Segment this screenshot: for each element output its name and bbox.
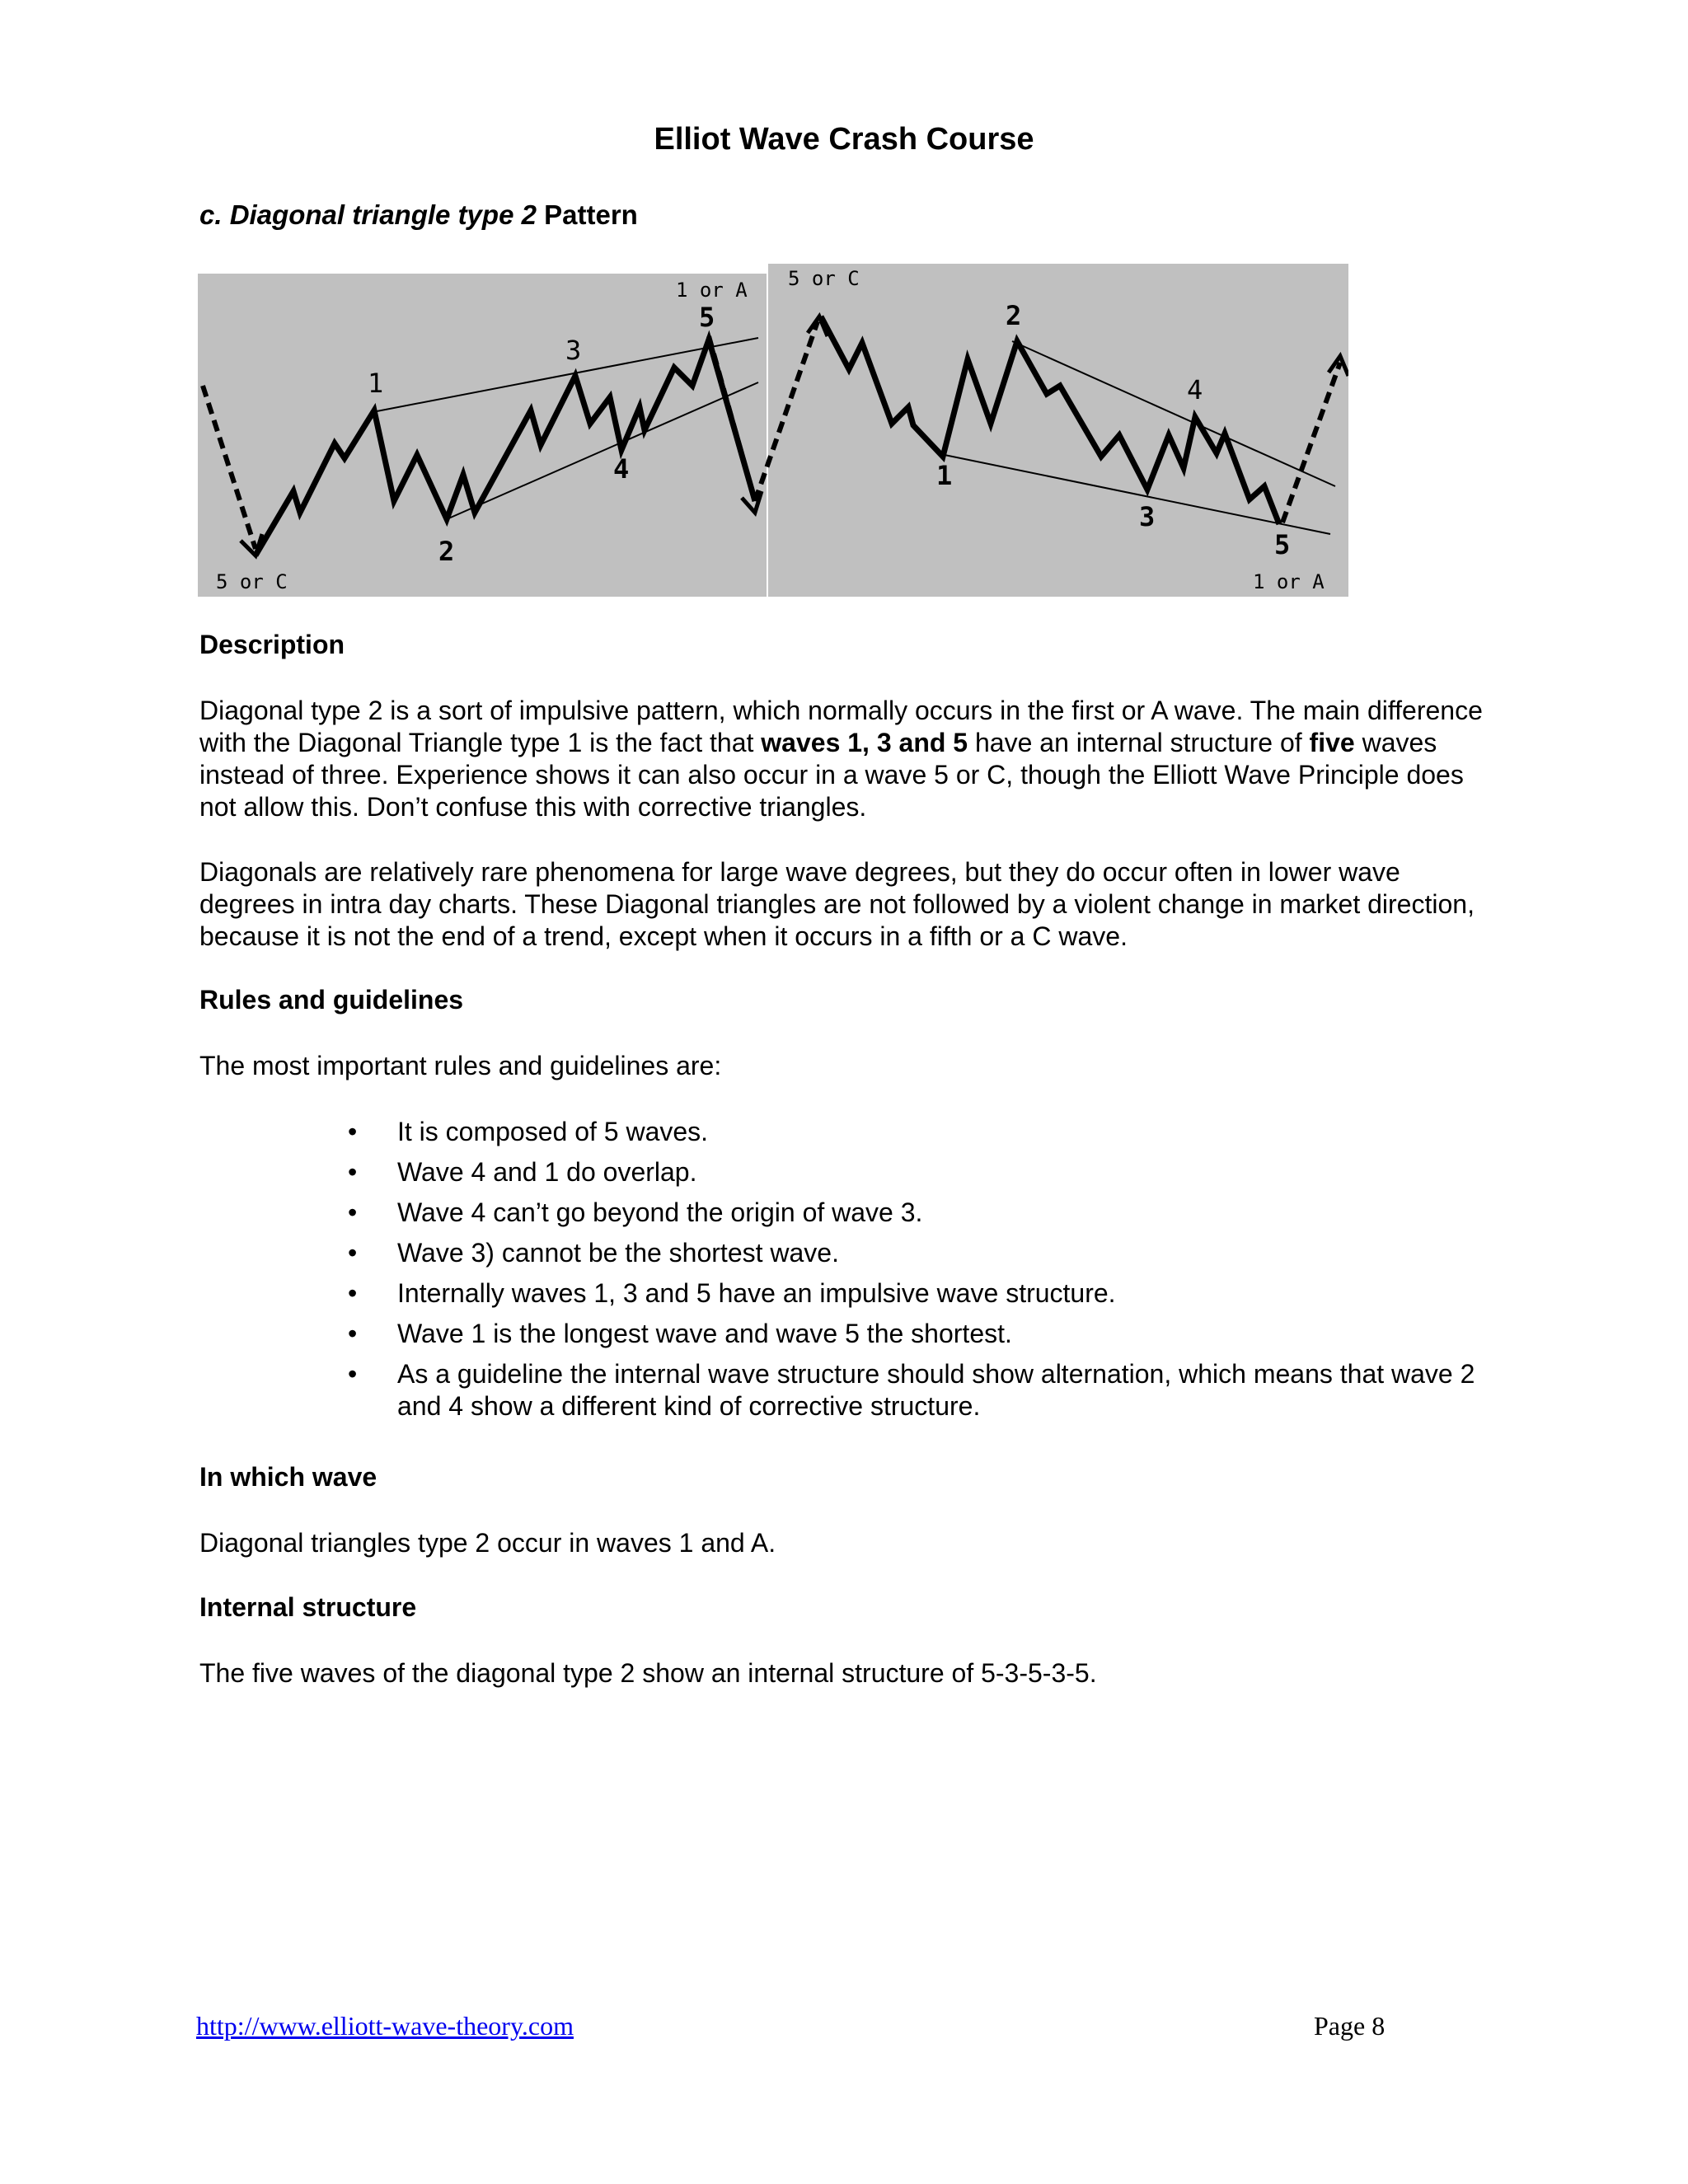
right-label-2: 2 [1006, 300, 1022, 331]
rule-text: Wave 3) cannot be the shortest wave. [397, 1238, 839, 1268]
left-label-2: 2 [438, 536, 455, 567]
right-label-4: 4 [1187, 374, 1203, 405]
right-label-start: 5 or C [788, 267, 860, 290]
right-panel [768, 264, 1348, 597]
bullet-icon: • [348, 1278, 358, 1308]
p1-bold-waves: waves 1, 3 and 5 [761, 728, 968, 757]
rule-item [199, 1318, 1485, 1350]
p1-text-a: Diagonal type 2 is a sort of impulsive pattern, which normally occurs in the first or A wave. The main difference with the Diagonal Triangle type 1 is the fact that [199, 696, 1483, 757]
right-label-3: 3 [1139, 501, 1156, 532]
footer-website-link[interactable]: http://www.elliott-wave-theory.com [196, 2011, 574, 2041]
which-wave-text: Diagonal triangles type 2 occur in waves 1 and A. [199, 1528, 776, 1558]
rule-text: Internally waves 1, 3 and 5 have an impulsive wave structure. [397, 1278, 1116, 1308]
page-number: Page 8 [1314, 2011, 1386, 2041]
right-label-5: 5 [1274, 529, 1291, 560]
left-label-5: 5 [699, 302, 715, 333]
diagonal-triangle-figure [198, 262, 1348, 597]
rules-list [199, 1116, 1485, 1431]
bullet-icon: • [348, 1197, 358, 1227]
right-label-end: 1 or A [1253, 570, 1325, 593]
internal-structure-heading: Internal structure [199, 1592, 417, 1622]
bullet-icon: • [348, 1238, 358, 1268]
rule-item [199, 1277, 1485, 1310]
section-heading-italic: c. Diagonal triangle type 2 [199, 199, 537, 230]
p1-text-e: waves instead of three. Experience shows it can also occur in a wave 5 or C, though the Elliott Wave Principle does not allow this. Don’t confuse this with corrective triangles. [199, 728, 1464, 822]
rule-text: Wave 1 is the longest wave and wave 5 the shortest. [397, 1319, 1012, 1348]
rule-text: Wave 4 can’t go beyond the origin of wave 3. [397, 1197, 923, 1227]
left-label-4: 4 [613, 453, 630, 485]
rule-item [199, 1237, 1485, 1269]
wave-diagram [198, 262, 1348, 597]
left-label-3: 3 [565, 335, 582, 366]
bullet-icon: • [348, 1359, 358, 1389]
rule-item [199, 1156, 1485, 1188]
left-label-1: 1 [368, 368, 384, 399]
description-paragraph-2: Diagonals are relatively rare phenomena for large wave degrees, but they do occur often in lower wave degrees in intra day charts. These Diagonal triangles are not followed by a violent change in market direction, because it is not the end of a trend, except when it occurs in a fifth or a C wave. [199, 857, 1475, 951]
internal-structure-text: The five waves of the diagonal type 2 show an internal structure of 5-3-5-3-5. [199, 1658, 1097, 1688]
bullet-icon: • [348, 1157, 358, 1187]
which-wave-heading: In which wave [199, 1462, 377, 1492]
section-heading-suffix: Pattern [536, 199, 638, 230]
rule-item [199, 1116, 1485, 1148]
description-heading: Description [199, 630, 345, 659]
section-heading [199, 199, 638, 231]
rule-item [199, 1197, 1485, 1229]
left-panel [198, 274, 767, 597]
p1-text-c: have an internal structure of [968, 728, 1310, 757]
description-paragraph-1 [199, 695, 1485, 823]
rule-text: Wave 4 and 1 do overlap. [397, 1157, 697, 1187]
rules-intro: The most important rules and guidelines are: [199, 1051, 722, 1080]
p1-bold-five: five [1309, 728, 1355, 757]
rule-text: As a guideline the internal wave structure should show alternation, which means that wave 2 and 4 show a different kind of corrective structure. [397, 1359, 1475, 1421]
rule-text: It is composed of 5 waves. [397, 1117, 709, 1146]
left-label-start: 5 or C [216, 570, 288, 593]
rules-heading: Rules and guidelines [199, 985, 464, 1015]
page-title: Elliot Wave Crash Course [654, 122, 1034, 157]
bullet-icon: • [348, 1319, 358, 1348]
rule-item [199, 1358, 1485, 1422]
right-label-1: 1 [936, 460, 953, 491]
bullet-icon: • [348, 1117, 358, 1146]
left-label-end-top: 1 or A [676, 279, 748, 302]
